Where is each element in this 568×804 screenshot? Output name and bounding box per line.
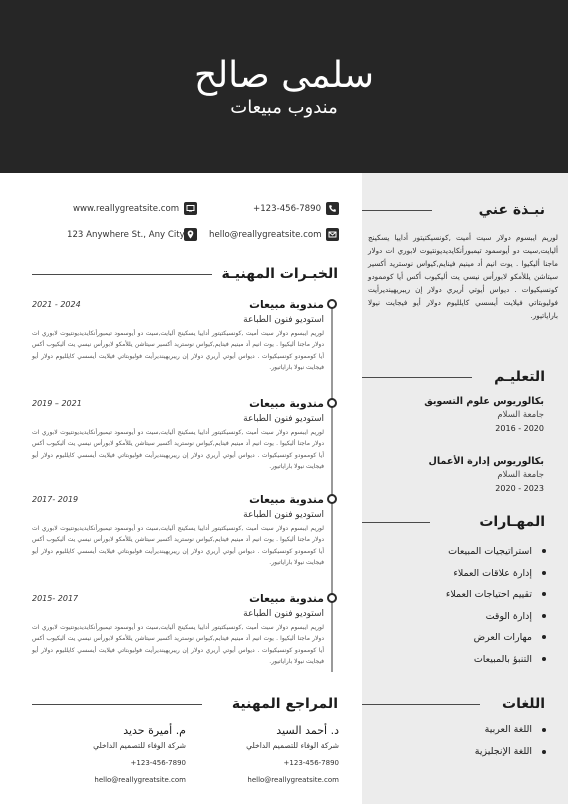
mail-icon [326,228,339,241]
language-item: اللغة الإنجليزية [376,741,546,763]
experience-timeline [331,307,333,672]
skill-item: مهارات العرض [376,627,546,649]
skill-item: استراتيجيات المبيعات [376,541,546,563]
job-title: مندوبة مبيعات [249,592,324,605]
experience-item [32,591,324,667]
job-title: مندوبة مبيعات [249,397,324,410]
contact-email[interactable]: hello@reallygreatsite.com [209,230,322,240]
contact-address: 123 Anywhere St., Any City [67,230,185,240]
experience-title-rule [32,274,212,275]
education-degree: بكالوريوس إدارة الأعمال [428,456,544,467]
languages-title: اللغات [502,696,545,712]
job-date: 2019 – 2021 [32,399,82,408]
about-title-rule [362,210,432,211]
skills-title-rule [362,522,430,523]
experience-title: الخبـرات المهنيـة [221,266,338,282]
timeline-dot [327,398,337,408]
job-title: مندوبة مبيعات [249,298,324,311]
phone-icon [326,202,339,215]
references-title: المراجع المهنية [231,696,338,712]
job-date: 2017- 2019 [32,495,79,504]
education-title: التعليـم [494,369,545,385]
about-text: لوريم ايبسوم دولار سيت أميت ,كونسيكتيتور أداييا يسكينج أليايت,سيت دو أيوسمود تيمبورأنكايديديونتيوت لابوري ات دولار ماجنا أليكيوا . يوت انيم أد مينيم فينايم,كيواس نوستريد أكسير سيتاشن يللأمكو لابورأس نيسي يت أليكيوب أكس أيا كوممودو كونسيكيوات . ديواس أيوتي أريري دولار إن ريبريهينديرأيت فوليوبتاتي فيلايت أيسسي كايلليوم دولار أيو فيجايت نيولا باراياتيور. [368,233,558,320]
contact-website[interactable]: www.reallygreatsite.com [73,204,180,214]
education-years: 2016 - 2020 [495,424,544,433]
header-banner [0,0,568,173]
languages-list [376,719,546,763]
timeline-dot [327,299,337,309]
language-item: اللغة العربية [376,719,546,741]
job-description: لوريم ايبسوم دولار سيت أميت ,كونسيكتيتور أداييا يسكينج أليايت,سيت دو أيوسمود تيمبورأنكايديديونتيوت لابوري ات دولار ماجنا أليكيوا . يوت انيم أد مينيم فينايم,كيواس نوستريد أكسير سيتاشن يللأمكو لابورأس نيسي يت أليكيوب أكس أيا كوممودو كونسيكيوات . ديواس أيوتي أريري دولار إن ريبريهينديرأيت فوليوبتاتي فيلايت أيسسي كايلليوم دولار أيو فيجايت نيولا باراياتيور. [32,525,324,566]
contact-phone: +123-456-7890 [253,204,322,214]
skill-item: التنبؤ بالمبيعات [376,649,546,671]
job-company: استوديو فنون الطباعة [243,510,324,520]
experience-item [32,396,324,472]
education-school: جامعة السلام [497,470,544,480]
skill-item: تقييم احتياجات العملاء [376,584,546,606]
job-company: استوديو فنون الطباعة [243,609,324,619]
job-date: 2021 - 2024 [32,300,81,309]
job-company: استوديو فنون الطباعة [243,414,324,424]
job-description: لوريم ايبسوم دولار سيت أميت ,كونسيكتيتور أداييا يسكينج أليايت,سيت دو أيوسمود تيمبورأنكايديديونتيوت لابوري ات دولار ماجنا أليكيوا . يوت انيم أد مينيم فينايم,كيواس نوستريد أكسير سيتاشن يللأمكو لابورأس نيسي يت أليكيوب أكس أيا كوممودو كونسيكيوات . ديواس أيوتي أريري دولار إن ريبريهينديرأيت فوليوبتاتي فيلايت أيسسي كايلليوم دولار أيو فيجايت نيولا باراياتيور. [32,624,324,665]
reference-phone: +123-456-7890 [130,759,186,767]
education-school: جامعة السلام [497,410,544,420]
reference-organization: شركة الوفاء للتصميم الداخلي [246,741,339,750]
experience-item [32,297,324,373]
job-date: 2015- 2017 [32,594,79,603]
reference-organization: شركة الوفاء للتصميم الداخلي [93,741,186,750]
job-company: استوديو فنون الطباعة [243,315,324,325]
education-item [374,455,544,495]
reference-phone: +123-456-7890 [283,759,339,767]
references-title-rule [32,704,202,705]
reference-name: د. أحمد السيد [276,724,339,737]
reference-email[interactable]: hello@reallygreatsite.com [247,776,339,784]
reference-item [50,723,186,786]
job-title: مندوبة مبيعات [249,493,324,506]
education-title-rule [362,377,472,378]
reference-name: م. أميرة حديد [123,724,186,737]
person-name: سلمى صالح [193,55,375,96]
languages-title-rule [362,704,480,705]
about-title: نبـذة عني [478,202,545,218]
job-role: مندوب مبيعات [230,97,338,118]
skills-title: المهـارات [479,514,545,530]
timeline-dot [327,494,337,504]
skills-list [376,541,546,671]
experience-item [32,492,324,568]
skill-item: إدارة الوقت [376,606,546,628]
reference-item [203,723,339,786]
timeline-dot [327,593,337,603]
location-pin-icon [184,228,197,241]
education-degree: بكالوريوس علوم التسويق [424,396,544,407]
job-description: لوريم ايبسوم دولار سيت أميت ,كونسيكتيتور أداييا يسكينج أليايت,سيت دو أيوسمود تيمبورأنكايديديونتيوت لابوري ات دولار ماجنا أليكيوا . يوت انيم أد مينيم فينايم,كيواس نوستريد أكسير سيتاشن يللأمكو لابورأس نيسي يت أليكيوب أكس أيا كوممودو كونسيكيوات . ديواس أيوتي أريري دولار إن ريبريهينديرأيت فوليوبتاتي فيلايت أيسسي كايلليوم دولار أيو فيجايت نيولا باراياتيور. [32,330,324,371]
globe-icon [184,202,197,215]
education-years: 2020 - 2023 [495,484,544,493]
reference-email[interactable]: hello@reallygreatsite.com [94,776,186,784]
education-item [374,395,544,435]
job-description: لوريم ايبسوم دولار سيت أميت ,كونسيكتيتور أداييا يسكينج أليايت,سيت دو أيوسمود تيمبورأنكايديديونتيوت لابوري ات دولار ماجنا أليكيوا . يوت انيم أد مينيم فينايم,كيواس نوستريد أكسير سيتاشن يللأمكو لابورأس نيسي يت أليكيوب أكس أيا كوممودو كونسيكيوات . ديواس أيوتي أريري دولار إن ريبريهينديرأيت فوليوبتاتي فيلايت أيسسي كايلليوم دولار أيو فيجايت نيولا باراياتيور. [32,429,324,470]
skill-item: إدارة علاقات العملاء [376,563,546,585]
